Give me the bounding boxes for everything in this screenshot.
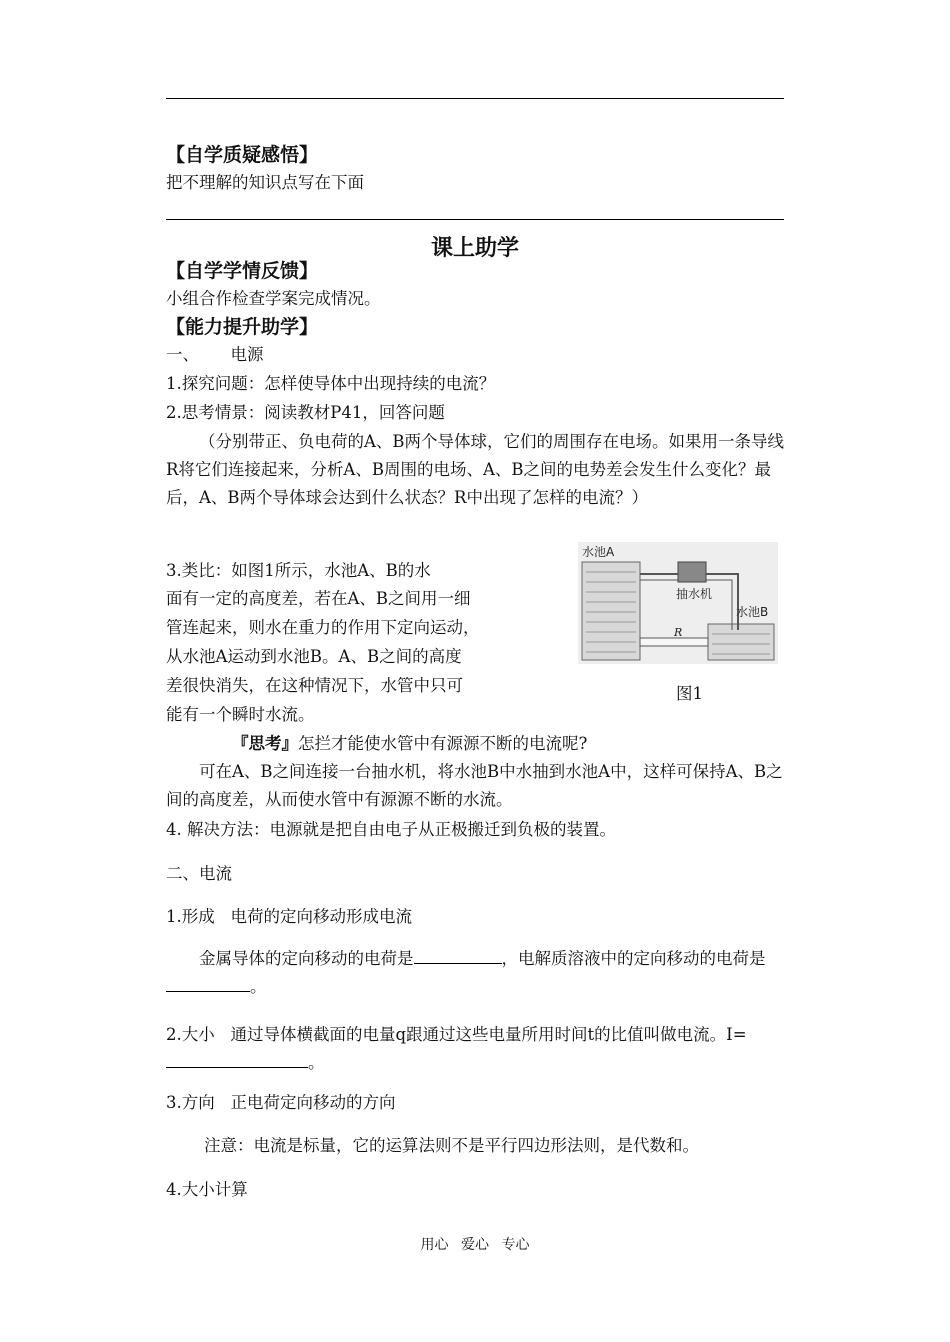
size-paragraph	[166, 1021, 786, 1077]
metal-mid: ，电解质溶液中的定向移动的电荷是	[501, 949, 766, 968]
item2-text: 2.思考情景：阅读教材P41，回答问题	[166, 403, 445, 422]
self-doubt-text: 把不理解的知识点写在下面	[166, 173, 364, 192]
class-title: 课上助学	[430, 236, 519, 261]
r-label: R	[674, 626, 683, 639]
part2-form: 1.形成 电荷的定向移动形成电流	[166, 907, 412, 926]
item3-line: 3.类比：如图1所示，水池A、B的水	[166, 561, 431, 580]
top-rule	[166, 98, 784, 99]
page-footer: 用心 爱心 专心	[420, 1237, 530, 1253]
ability-heading: 【能力提升助学】	[166, 316, 319, 338]
metal-end: 。	[250, 977, 267, 997]
answer-blank-1[interactable]	[414, 949, 502, 964]
section-rule	[166, 219, 784, 220]
part2-calc: 4.大小计算	[166, 1180, 248, 1199]
item3-line: 从水池A运动到水池B。A、B之间的高度	[166, 647, 462, 666]
feedback-text: 小组合作检查学案完成情况。	[166, 289, 381, 308]
answer-blank-3[interactable]	[166, 1053, 308, 1068]
think-answer: 可在A、B之间连接一台抽水机，将水池B中水抽到水池A中，这样可保持A、B之间的高度差，从而使水管中有源源不断的水流。	[166, 762, 783, 810]
item3-line: 管连起来，则水在重力的作用下定向运动，	[166, 618, 480, 637]
think-line	[166, 734, 587, 754]
think-question: 怎拦才能使水管中有源源不断的电流呢?	[298, 734, 588, 753]
feedback-heading: 【自学学情反馈】	[166, 260, 319, 282]
answer-blank-2[interactable]	[166, 977, 250, 992]
item2-detail: （分别带正、负电荷的A、B两个导体球，它们的周围存在电场。如果用一条导线R将它们连接起来，分析A、B周围的电场、A、B之间的电势差会发生什么变化？最后，A、B两个导体球会达到什么状态？R中出现了怎样的电流？）	[166, 432, 785, 508]
pool-b-label: 水池B	[736, 605, 769, 619]
item4-text: 4. 解决方法：电源就是把自由电子从正极搬迁到负极的装置。	[166, 820, 616, 839]
part2-direction: 3.方向 正电荷定向移动的方向	[166, 1093, 396, 1112]
pump-label: 抽水机	[676, 587, 713, 601]
item1-text: 1.探究问题：怎样使导体中出现持续的电流？	[166, 374, 496, 393]
part2-note: 注意：电流是标量，它的运算法则不是平行四边形法则，是代数和。	[204, 1136, 699, 1155]
think-label: 『思考』	[232, 734, 298, 753]
water-pump-diagram	[578, 542, 778, 664]
item3-line: 能有一个瞬时水流。	[166, 705, 315, 724]
figure-caption: 图1	[676, 684, 703, 703]
metal-paragraph	[166, 945, 786, 1001]
pump-box	[678, 562, 706, 582]
self-doubt-heading: 【自学质疑感悟】	[166, 144, 319, 166]
water-pump-figure	[578, 542, 778, 664]
size-end: 。	[308, 1053, 325, 1073]
part1-title: 一、 电源	[166, 345, 264, 364]
metal-pre: 金属导体的定向移动的电荷是	[199, 949, 414, 968]
part2-title: 二、电流	[166, 864, 232, 883]
item3-line: 面有一定的高度差，若在A、B之间用一细	[166, 589, 471, 608]
pool-a-label: 水池A	[582, 545, 615, 559]
item3-line: 差很快消失，在这种情况下，水管中只可	[166, 676, 463, 695]
size-text: 2.大小 通过导体横截面的电量q跟通过这些电量所用时间t的比值叫做电流。I=	[166, 1025, 752, 1044]
